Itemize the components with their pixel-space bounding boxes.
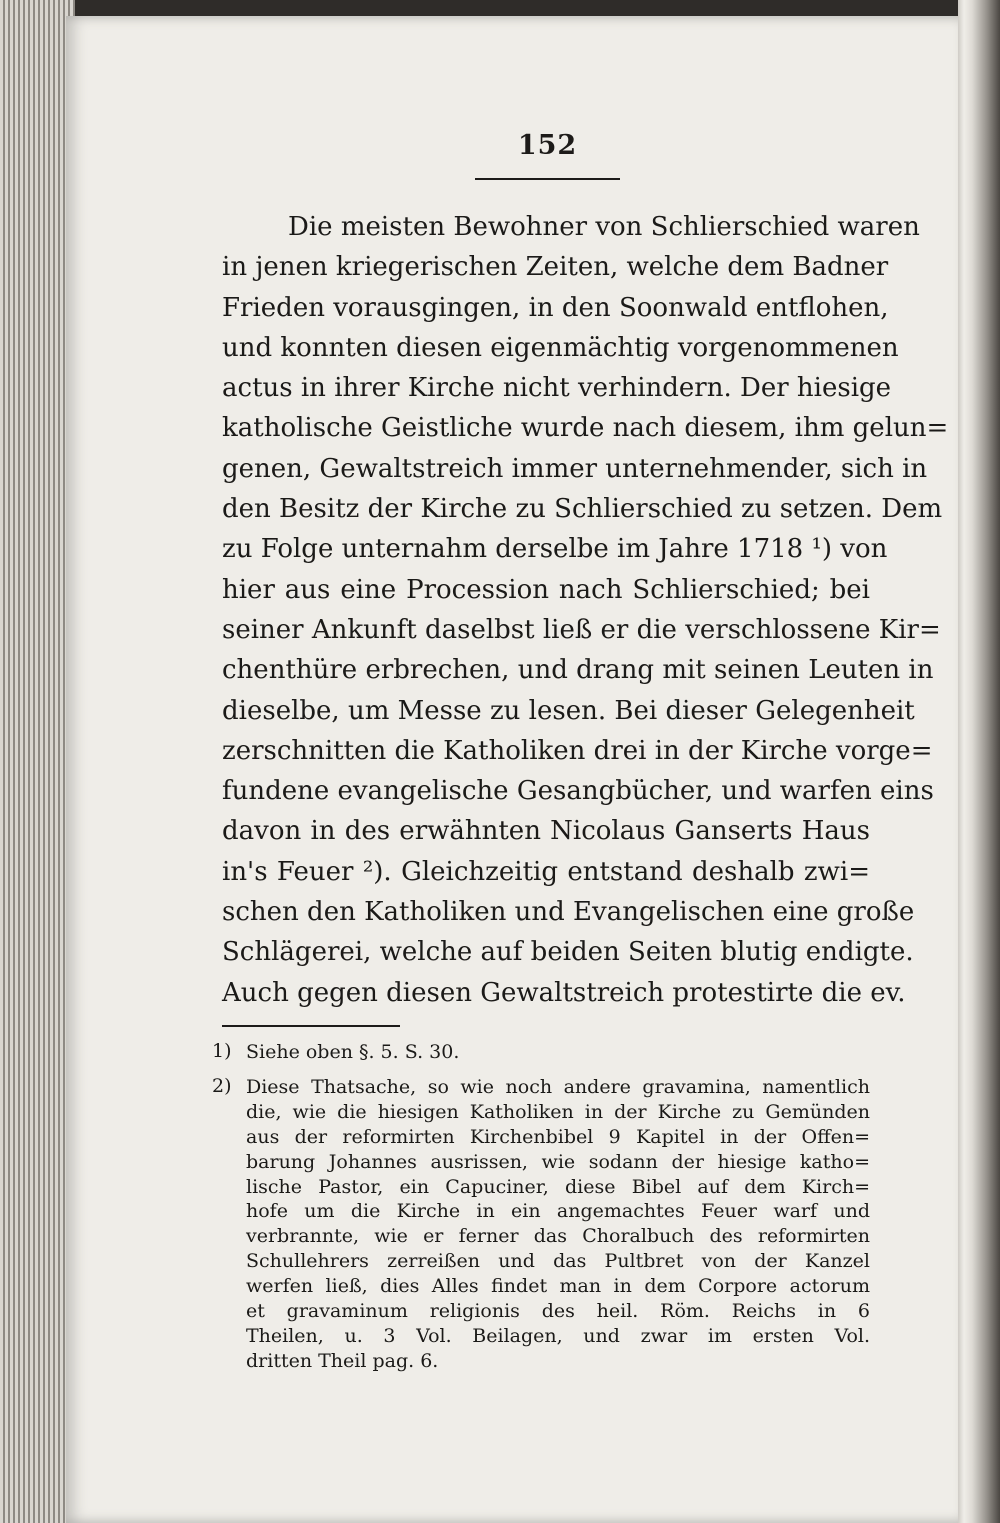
footnote-line: Theilen, u. 3 Vol. Beilagen, und zwar im ersten Vol. xyxy=(246,1324,870,1347)
footnote-line: verbrannte, wie er ferner das Choralbuch des reformirten xyxy=(246,1225,870,1248)
footnote-line: et gravaminum religionis des heil. Röm. Reichs in 6 xyxy=(246,1300,870,1323)
text-line: actus in ihrer Kirche nicht verhindern. Der hiesige xyxy=(222,373,892,404)
footnote-marker: 1) xyxy=(212,1040,232,1062)
footnote-marker: 2) xyxy=(212,1075,232,1097)
text-line: genen, Gewaltstreich immer unternehmender, sich in xyxy=(222,453,928,484)
footnote-1 xyxy=(212,1040,872,1066)
footnote-line: die, wie die hiesigen Katholiken in der Kirche zu Gemünden xyxy=(246,1100,870,1123)
text-line: davon in des erwähnten Nicolaus Ganserts Haus xyxy=(222,816,870,847)
text-line: in's Feuer ²). Gleichzeitig entstand deshalb zwi= xyxy=(222,856,870,887)
text-line: Frieden vorausgingen, in den Soonwald entflohen, xyxy=(222,292,889,323)
text-line: katholische Geistliche wurde nach diesem, ihm gelun= xyxy=(222,413,949,444)
footnote-line: lische Pastor, ein Capuciner, diese Bibel auf dem Kirch= xyxy=(246,1175,870,1198)
footnote-line: Siehe oben §. 5. S. 30. xyxy=(246,1041,460,1063)
text-line: in jenen kriegerischen Zeiten, welche dem Badner xyxy=(222,252,889,283)
page-number: 152 xyxy=(517,130,578,161)
footnote-line: Diese Thatsache, so wie noch andere gravamina, namentlich xyxy=(246,1076,870,1098)
text-line: zerschnitten die Katholiken drei in der Kirche vorge= xyxy=(222,735,933,766)
footnote-2 xyxy=(212,1075,872,1375)
text-line: schen den Katholiken und Evangelischen eine große xyxy=(222,897,915,928)
text-line: Auch gegen diesen Gewaltstreich protestirte die ev. xyxy=(222,977,906,1008)
text-line: Schlägerei, welche auf beiden Seiten blutig endigte. xyxy=(222,937,914,968)
text-line: hier aus eine Procession nach Schlierschied; bei xyxy=(222,574,870,605)
footnote-rule xyxy=(222,1025,400,1027)
footnote-line: Schullehrers zerreißen und das Pultbret von der Kanzel xyxy=(246,1250,870,1273)
footnote-line: aus der reformirten Kirchenbibel 9 Kapitel in der Offen= xyxy=(246,1125,870,1148)
text-line: fundene evangelische Gesangbücher, und warfen eins xyxy=(222,776,934,807)
book-page-edges xyxy=(0,0,75,1523)
footnote-text xyxy=(246,1040,870,1065)
text-line: Die meisten Bewohner von Schlierschied waren xyxy=(288,212,920,242)
footnote-text xyxy=(246,1075,870,1374)
text-line: dieselbe, um Messe zu lesen. Bei dieser Gelegenheit xyxy=(222,695,915,726)
text-line: zu Folge unternahm derselbe im Jahre 1718 ¹) von xyxy=(222,534,888,565)
book-gutter-edge xyxy=(958,0,1000,1523)
body-text xyxy=(222,207,949,1013)
footnote-line: barung Johannes ausrissen, wie sodann der hiesige katho= xyxy=(246,1150,870,1173)
text-line: und konnten diesen eigenmächtig vorgenommenen xyxy=(222,332,899,363)
footnote-line: werfen ließ, dies Alles findet man in dem Corpore actorum xyxy=(246,1275,870,1298)
text-line: seiner Ankunft daselbst ließ er die verschlossene Kir= xyxy=(222,614,941,645)
footnote-line: dritten Theil pag. 6. xyxy=(246,1349,439,1372)
text-line: den Besitz der Kirche zu Schlierschied zu setzen. Dem xyxy=(222,494,943,525)
footnote-line: hofe um die Kirche in ein angemachtes Feuer warf und xyxy=(246,1200,870,1223)
text-line: chenthüre erbrechen, und drang mit seinen Leuten in xyxy=(222,655,934,686)
header-rule xyxy=(475,178,620,180)
